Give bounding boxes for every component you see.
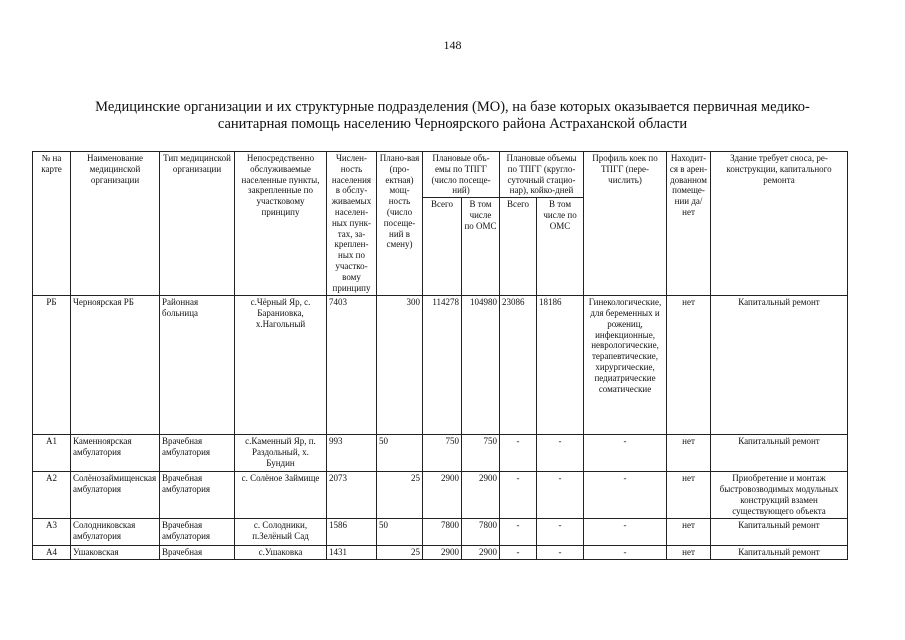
cell-visits-total: 2900 (423, 472, 462, 519)
cell-capacity: 50 (377, 435, 423, 472)
cell-visits-total: 2900 (423, 546, 462, 560)
cell-served: с.Чёрный Яр, с. Бараниовка, х.Нагольный (235, 296, 327, 435)
cell-type: Врачебная амбулатория (160, 435, 235, 472)
cell-served: с. Солодники, п.Зелёный Сад (235, 519, 327, 546)
cell-capacity: 25 (377, 546, 423, 560)
cell-profile: - (584, 546, 667, 560)
header-type: Тип медицинской организации (160, 152, 235, 296)
cell-repair: Капитальный ремонт (711, 435, 848, 472)
cell-beds-oms: 18186 (537, 296, 584, 435)
cell-type: Врачебная амбулатория (160, 519, 235, 546)
cell-beds-total: - (500, 435, 537, 472)
cell-visits-total: 750 (423, 435, 462, 472)
cell-beds-total: 23086 (500, 296, 537, 435)
header-planned-visits: Плановые объ-емы по ТПГГ (число посеще-ний) (423, 152, 500, 198)
cell-beds-oms: - (537, 472, 584, 519)
cell-profile: - (584, 519, 667, 546)
cell-profile: Гинекологические, для беременных и рожениц, инфекционные, неврологические, терапевтические, хирургические, педиатрические соматические (584, 296, 667, 435)
cell-map-no: А2 (33, 472, 71, 519)
cell-population: 993 (327, 435, 377, 472)
header-bed-profile: Профиль коек по ТПГГ (пере-числить) (584, 152, 667, 296)
header-visits-total: Всего (423, 198, 462, 296)
header-visits-oms: В том числе по ОМС (462, 198, 500, 296)
table-row (33, 546, 848, 560)
cell-visits-oms: 2900 (462, 546, 500, 560)
header-map-no: № на карте (33, 152, 71, 296)
cell-beds-oms: - (537, 546, 584, 560)
document-title (60, 99, 845, 133)
header-population: Числен-ность населения в обслу-живаемых населен-ных пунк-тах, за-креплен-ных по участко-вому принципу (327, 152, 377, 296)
cell-type: Районная больница (160, 296, 235, 435)
cell-population: 2073 (327, 472, 377, 519)
cell-map-no: А3 (33, 519, 71, 546)
cell-repair: Капитальный ремонт (711, 296, 848, 435)
cell-served: с.Ушаковка (235, 546, 327, 560)
header-row (33, 152, 848, 198)
header-repair: Здание требует сноса, ре-конструкции, капитального ремонта (711, 152, 848, 296)
cell-capacity: 300 (377, 296, 423, 435)
table-row (33, 296, 848, 435)
cell-visits-oms: 2900 (462, 472, 500, 519)
cell-beds-total: - (500, 546, 537, 560)
cell-name: Солёнозаймищенская амбулатория (71, 472, 160, 519)
cell-map-no: А4 (33, 546, 71, 560)
cell-capacity: 25 (377, 472, 423, 519)
title-line-1: Медицинские организации и их структурные подразделения (МО), на базе которых оказывается первичная медико- (95, 99, 810, 115)
cell-served: с. Солёное Займище (235, 472, 327, 519)
cell-profile: - (584, 435, 667, 472)
cell-rented: нет (667, 546, 711, 560)
header-beds-total: Всего (500, 198, 537, 296)
page-number: 148 (443, 38, 462, 52)
cell-visits-total: 7800 (423, 519, 462, 546)
title-line-2: санитарная помощь населению Черноярского района Астраханской области (217, 116, 688, 132)
cell-rented: нет (667, 435, 711, 472)
cell-name: Ушаковская (71, 546, 160, 560)
header-served-points: Непосредственно обслуживаемые населенные пункты, закрепленные по участковому принципу (235, 152, 327, 296)
cell-population: 1586 (327, 519, 377, 546)
cell-population: 7403 (327, 296, 377, 435)
cell-repair: Капитальный ремонт (711, 546, 848, 560)
cell-profile: - (584, 472, 667, 519)
header-rented: Находит-ся в арен-дованном помеще-нии да/нет (667, 152, 711, 296)
cell-visits-oms: 104980 (462, 296, 500, 435)
cell-visits-total: 114278 (423, 296, 462, 435)
table-row (33, 472, 848, 519)
cell-visits-oms: 750 (462, 435, 500, 472)
cell-rented: нет (667, 519, 711, 546)
header-beds-oms: В том числе по ОМС (537, 198, 584, 296)
cell-name: Солодниковская амбулатория (71, 519, 160, 546)
cell-capacity: 50 (377, 519, 423, 546)
cell-name: Черноярская РБ (71, 296, 160, 435)
cell-population: 1431 (327, 546, 377, 560)
cell-type: Врачебная амбулатория (160, 472, 235, 519)
cell-type: Врачебная (160, 546, 235, 560)
cell-repair: Капитальный ремонт (711, 519, 848, 546)
cell-map-no: РБ (33, 296, 71, 435)
cell-served: с.Каменный Яр, п. Раздольный, х. Бундин (235, 435, 327, 472)
table-row (33, 519, 848, 546)
header-capacity: Плано-вая (про-ектная) мощ-ность (число посеще-ний в смену) (377, 152, 423, 296)
cell-beds-total: - (500, 472, 537, 519)
cell-beds-oms: - (537, 519, 584, 546)
header-name: Наименование медицинской организации (71, 152, 160, 296)
medical-organizations-table (32, 151, 848, 560)
cell-beds-total: - (500, 519, 537, 546)
cell-rented: нет (667, 296, 711, 435)
cell-rented: нет (667, 472, 711, 519)
cell-beds-oms: - (537, 435, 584, 472)
cell-visits-oms: 7800 (462, 519, 500, 546)
cell-repair: Приобретение и монтаж быстровозводимых модульных конструкций взамен существующего объекта (711, 472, 848, 519)
header-planned-beds: Плановые объемы по ТПГГ (кругло-суточный стацио-нар), койко-дней (500, 152, 584, 198)
cell-map-no: А1 (33, 435, 71, 472)
cell-name: Каменноярская амбулатория (71, 435, 160, 472)
table-row (33, 435, 848, 472)
